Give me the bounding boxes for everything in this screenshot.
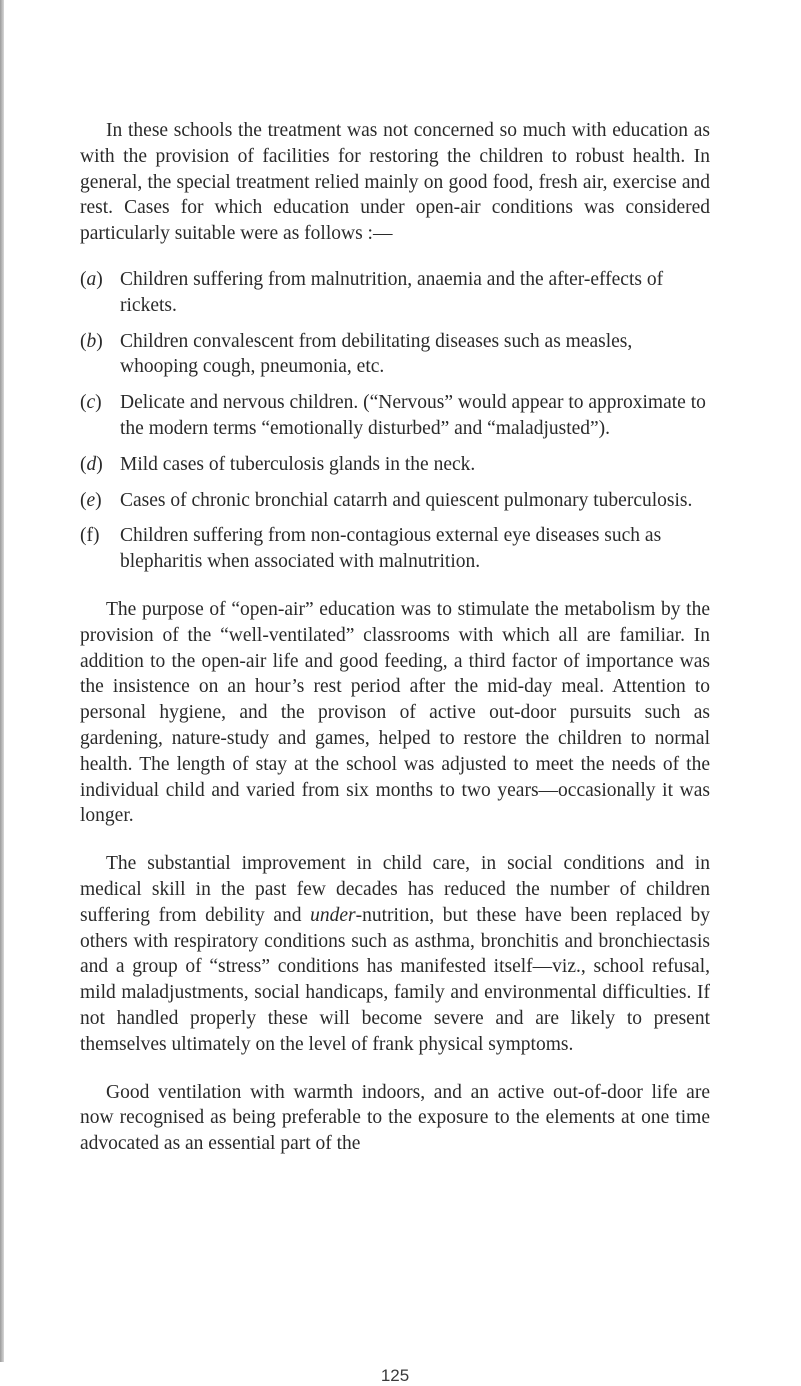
paragraph-improvement: The substantial improvement in child care, in social conditions and in medical skill in the past few decades has reduced the number of children suffering from debility and under-nutrition, but these have been replaced by others with respiratory conditions such as asthma, bronchitis and bronchiectasis and a group of “stress” conditions has manifested itself—viz., school refusal, mild maladjustments, social handicaps, family and environmental difficulties. If not handled properly these will become severe and are likely to present themselves ultimately on the level of frank physical symptoms. [80,853,710,1055]
conditions-list [80,267,710,575]
list-item-letter: (c) [80,392,102,414]
list-item-letter: (f) [80,525,100,547]
list-item-letter: (a) [80,268,103,290]
list-item-letter: (d) [80,453,103,475]
paragraph-ventilation: Good ventilation with warmth indoors, and an active out-of-door life are now recognised as being preferable to the exposure to the elements at one time advocated as an essential part of the [80,1081,710,1155]
list-item [80,329,710,381]
list-item-text: Children suffering from non-contagious external eye diseases such as blepharitis when associated with malnutrition. [120,525,662,573]
list-item-letter: (b) [80,330,103,352]
page-number: 125 [380,1366,410,1385]
list-item-text: Mild cases of tuberculosis glands in the neck. [120,453,476,475]
list-item-text: Children convalescent from debilitating diseases such as measles, whooping cough, pneumonia, etc. [120,330,633,378]
list-item-text: Children suffering from malnutrition, anaemia and the after-effects of rickets. [120,268,664,316]
list-item [80,452,710,478]
paragraph-intro: In these schools the treatment was not concerned so much with education as with the provision of facilities for restoring the children to robust health. In general, the special treatment relied mainly on good food, fresh air, exercise and rest. Cases for which education under open-air conditions was considered particularly suitable were as follows :— [80,120,710,245]
emphasis-under: under [310,904,356,926]
list-item-letter: (e) [80,489,102,511]
list-item [80,390,710,442]
book-page [80,118,710,1385]
list-item-text: Delicate and nervous children. (“Nervous” would appear to approximate to the modern terms “emotionally disturbed” and “maladjusted”). [120,392,706,439]
page-binding-edge [0,0,4,1362]
list-item [80,267,710,319]
list-item [80,523,710,575]
paragraph-open-air-purpose: The purpose of “open-air” education was to stimulate the metabolism by the provision of the “well-ventilated” classrooms with which all are familiar. In addition to the open-air life and good feeding, a third factor of importance was the insistence on an hour’s rest period after the mid-day meal. Attention to personal hygiene, and the provison of active out-door pursuits such as gardening, nature-study and games, helped to restore the children to normal health. The length of stay at the school was adjusted to meet the needs of the individual child and varied from six months to two years—occasionally it was longer. [80,598,710,827]
list-item-text: Cases of chronic bronchial catarrh and quiescent pulmonary tuberculosis. [120,489,693,511]
list-item [80,488,710,514]
